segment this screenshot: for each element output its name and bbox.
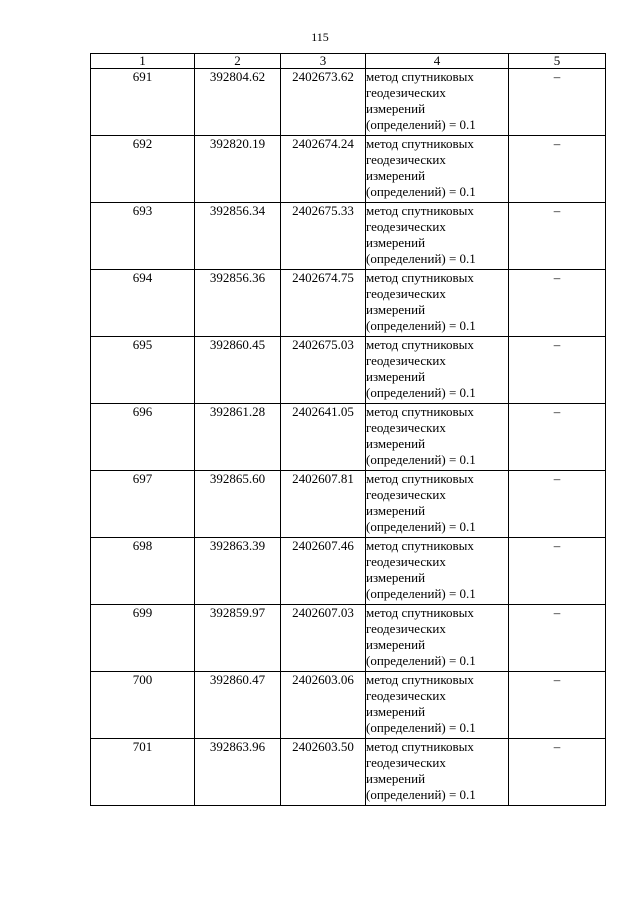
point-number-cell: 700 [91,672,195,739]
point-number-cell: 692 [91,136,195,203]
y-coordinate-cell: 2402603.50 [281,739,366,806]
note-cell: – [509,672,606,739]
column-header-3: 3 [281,54,366,69]
y-coordinate-cell: 2402673.62 [281,69,366,136]
y-coordinate-cell: 2402607.46 [281,538,366,605]
table-row [91,136,606,203]
method-cell: метод спутниковых геодезических измерений (определений) = 0.1 [366,136,509,203]
table-row [91,739,606,806]
x-coordinate-cell: 392865.60 [195,471,281,538]
x-coordinate-cell: 392859.97 [195,605,281,672]
x-coordinate-cell: 392856.34 [195,203,281,270]
y-coordinate-cell: 2402675.03 [281,337,366,404]
method-cell: метод спутниковых геодезических измерений (определений) = 0.1 [366,739,509,806]
y-coordinate-cell: 2402607.81 [281,471,366,538]
point-number-cell: 698 [91,538,195,605]
y-coordinate-cell: 2402641.05 [281,404,366,471]
note-cell: – [509,69,606,136]
note-cell: – [509,270,606,337]
table-row [91,69,606,136]
note-cell: – [509,471,606,538]
table-row [91,404,606,471]
y-coordinate-cell: 2402675.33 [281,203,366,270]
table-row [91,203,606,270]
y-coordinate-cell: 2402674.75 [281,270,366,337]
x-coordinate-cell: 392863.39 [195,538,281,605]
method-cell: метод спутниковых геодезических измерений (определений) = 0.1 [366,471,509,538]
point-number-cell: 699 [91,605,195,672]
point-number-cell: 694 [91,270,195,337]
table-row [91,605,606,672]
x-coordinate-cell: 392820.19 [195,136,281,203]
table-row [91,270,606,337]
method-cell: метод спутниковых геодезических измерений (определений) = 0.1 [366,270,509,337]
x-coordinate-cell: 392863.96 [195,739,281,806]
note-cell: – [509,337,606,404]
method-cell: метод спутниковых геодезических измерений (определений) = 0.1 [366,605,509,672]
table-row [91,471,606,538]
method-cell: метод спутниковых геодезических измерений (определений) = 0.1 [366,203,509,270]
column-header-4: 4 [366,54,509,69]
point-number-cell: 701 [91,739,195,806]
page-number: 115 [311,30,329,44]
point-number-cell: 693 [91,203,195,270]
x-coordinate-cell: 392861.28 [195,404,281,471]
method-cell: метод спутниковых геодезических измерений (определений) = 0.1 [366,672,509,739]
note-cell: – [509,404,606,471]
column-header-2: 2 [195,54,281,69]
table-row [91,538,606,605]
column-header-1: 1 [91,54,195,69]
x-coordinate-cell: 392860.47 [195,672,281,739]
x-coordinate-cell: 392856.36 [195,270,281,337]
point-number-cell: 696 [91,404,195,471]
note-cell: – [509,203,606,270]
coordinates-table [90,53,606,806]
method-cell: метод спутниковых геодезических измерений (определений) = 0.1 [366,538,509,605]
table-row [91,672,606,739]
point-number-cell: 691 [91,69,195,136]
point-number-cell: 695 [91,337,195,404]
x-coordinate-cell: 392860.45 [195,337,281,404]
y-coordinate-cell: 2402607.03 [281,605,366,672]
method-cell: метод спутниковых геодезических измерений (определений) = 0.1 [366,69,509,136]
point-number-cell: 697 [91,471,195,538]
method-cell: метод спутниковых геодезических измерений (определений) = 0.1 [366,337,509,404]
column-header-5: 5 [509,54,606,69]
x-coordinate-cell: 392804.62 [195,69,281,136]
note-cell: – [509,538,606,605]
note-cell: – [509,739,606,806]
table-header-row [91,54,606,69]
method-cell: метод спутниковых геодезических измерений (определений) = 0.1 [366,404,509,471]
note-cell: – [509,136,606,203]
note-cell: – [509,605,606,672]
y-coordinate-cell: 2402674.24 [281,136,366,203]
table-row [91,337,606,404]
y-coordinate-cell: 2402603.06 [281,672,366,739]
